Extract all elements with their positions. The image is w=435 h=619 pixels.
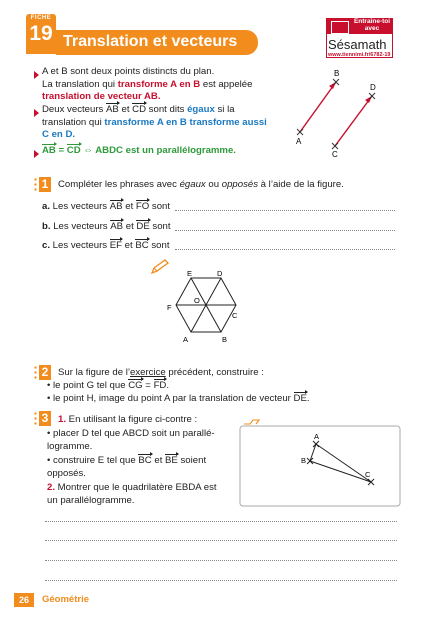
- course-highlight: transforme A en B transforme aussi: [104, 116, 267, 128]
- instr-italic: opposés: [221, 179, 259, 190]
- item-text: sont: [149, 221, 171, 232]
- instr-part: Compléter les phrases avec: [58, 179, 180, 190]
- sesamath-logo: Sésamath: [328, 37, 387, 52]
- item-text: et: [122, 201, 136, 212]
- bullet-icon: [34, 71, 39, 79]
- course-text-part: translation qui: [42, 116, 105, 128]
- course-text: A et B sont deux points distincts du plan.: [42, 66, 215, 77]
- text-part: Sur la figure de l’: [58, 367, 130, 378]
- answer-line[interactable]: [175, 210, 395, 211]
- exercise-dots: [34, 411, 37, 426]
- text-part: précédent, construire :: [165, 367, 264, 378]
- text-part: .: [166, 380, 170, 391]
- answer-line[interactable]: [175, 249, 395, 250]
- point-label: C: [365, 470, 371, 479]
- vector: DE: [136, 221, 150, 232]
- vector: BC: [138, 455, 152, 466]
- instr-part: à l’aide de la figure.: [258, 179, 344, 190]
- point-label: D: [217, 269, 223, 278]
- point-label: O: [194, 296, 200, 305]
- course-text: [42, 117, 282, 130]
- point-label: B: [301, 456, 307, 465]
- exercise-3-line-6: [47, 482, 217, 495]
- page-number: 26: [14, 593, 34, 607]
- vector: BE: [165, 455, 178, 466]
- course-text: [42, 79, 272, 92]
- point-label: A: [296, 137, 302, 146]
- exercise-3-line-7: un parallélogramme.: [47, 495, 135, 506]
- section-label: Géométrie: [42, 594, 89, 605]
- text-part: En utilisant la figure ci-contre :: [66, 414, 198, 425]
- course-block-2: [42, 104, 282, 142]
- course-block-3: [42, 145, 282, 158]
- instr-part: ou: [205, 179, 222, 190]
- triangle-lines: [310, 444, 371, 482]
- answer-line[interactable]: [45, 580, 397, 581]
- vector: FD: [153, 380, 167, 391]
- text-part: .: [306, 393, 310, 404]
- exercise-2-line-1: [58, 367, 264, 380]
- text-underlined: exercice: [130, 367, 166, 378]
- exercise-1-number: 1: [39, 177, 51, 192]
- instr-italic: égaux: [179, 179, 206, 190]
- exercise-1b: [42, 221, 171, 234]
- vector-cd: CD: [66, 145, 81, 156]
- bullet-icon: [34, 150, 39, 158]
- page-title: Translation et vecteurs: [63, 33, 238, 50]
- vector-ab: AB: [42, 145, 56, 156]
- exercise-dots: [34, 365, 37, 380]
- point-label: D: [370, 83, 376, 92]
- vector: FO: [135, 201, 150, 212]
- item-text: sont: [149, 201, 171, 212]
- answer-line[interactable]: [45, 560, 397, 561]
- figure-frame: [240, 426, 400, 506]
- item-text: et: [123, 221, 137, 232]
- course-text-part: est appelée: [200, 78, 253, 90]
- course-highlight: transforme A en B: [117, 78, 201, 90]
- course-highlight: C en D.: [42, 129, 76, 140]
- exercise-3-line-1: [58, 414, 197, 427]
- course-text-part: et: [118, 104, 133, 115]
- text-part: =: [142, 380, 154, 391]
- translation-figure: [280, 62, 400, 162]
- vector-ab-arrow: [300, 82, 336, 132]
- exercise-2-number: 2: [39, 365, 51, 380]
- point-label: C: [332, 150, 338, 159]
- monitor-icon: [331, 21, 349, 34]
- course-text-part: si la: [214, 104, 235, 115]
- vector-cd: CD: [132, 104, 147, 115]
- vector: BC: [135, 240, 149, 251]
- text-part: • le point G tel que: [47, 380, 129, 391]
- vector: CG: [128, 380, 143, 391]
- point-label: E: [187, 269, 193, 278]
- point-label: F: [167, 303, 172, 312]
- pencil-icon: [244, 420, 259, 424]
- answer-line[interactable]: [45, 521, 397, 522]
- vector: DE: [293, 393, 307, 404]
- item-text: Les vecteurs: [50, 221, 111, 232]
- exercise-dots: [34, 177, 37, 192]
- course-text-part: Deux vecteurs: [42, 104, 106, 115]
- course-text-part: sont dits: [146, 104, 188, 115]
- text-part: • construire E tel que: [47, 455, 139, 466]
- exercise-2-line-3: [47, 393, 310, 406]
- vector: AB: [109, 201, 123, 212]
- point-label: C: [232, 311, 238, 320]
- sesamath-link[interactable]: www.tiennimi.fr/6782-19: [328, 52, 391, 58]
- item-letter: a.: [42, 201, 51, 212]
- part-number: 1.: [58, 414, 67, 425]
- item-text: Les vecteurs: [50, 201, 110, 212]
- course-text-part: =: [55, 145, 67, 156]
- point-label: A: [314, 432, 320, 441]
- vector-ab: AB: [106, 104, 119, 115]
- course-highlight: translation de vecteur AB.: [42, 91, 161, 102]
- vector: AB: [110, 221, 124, 232]
- exercise-1c: [42, 240, 170, 253]
- answer-line[interactable]: [175, 230, 395, 231]
- course-text-part: ⇔ ABDC est un parallélogramme.: [80, 145, 236, 156]
- exercise-2-line-2: [47, 380, 169, 393]
- text-part: et: [151, 455, 166, 466]
- course-text-part: La translation qui: [42, 78, 118, 90]
- vector-cd-arrow: [335, 96, 372, 146]
- course-highlight: égaux: [187, 104, 215, 115]
- point-marks: [297, 79, 375, 149]
- exercise-3-number: 3: [39, 411, 51, 426]
- item-letter: c.: [42, 240, 51, 251]
- exercise-3-line-4: [47, 455, 206, 468]
- item-text: Les vecteurs: [50, 240, 110, 251]
- exercise-3-line-3: logramme.: [47, 441, 93, 452]
- sesamath-entraine: Entraîne-toi avec: [353, 18, 391, 32]
- course-block-1: [42, 66, 272, 104]
- exercise-3-line-2: • placer D tel que ABCD soit un parallé-: [47, 428, 215, 439]
- course-text: [42, 104, 282, 117]
- item-text: sont: [148, 240, 170, 251]
- answer-line[interactable]: [45, 540, 397, 541]
- point-label: B: [334, 69, 340, 78]
- hexagon-lines: [176, 278, 236, 332]
- fiche-label: FICHE: [30, 15, 52, 21]
- fiche-number: 19: [29, 22, 53, 45]
- text-part: soient: [177, 455, 207, 466]
- item-letter: b.: [42, 221, 51, 232]
- hexagon-figure: [165, 268, 245, 348]
- text-part: • le point H, image du point A par la translation de vecteur: [47, 393, 294, 404]
- item-text: et: [122, 240, 136, 251]
- text-part: Montrer que le quadrilatère EBDA est: [55, 482, 217, 493]
- point-label: B: [222, 335, 228, 344]
- point-label: A: [183, 335, 189, 344]
- bullet-icon: [34, 109, 39, 117]
- exercise-1a: [42, 201, 170, 214]
- vector: EF: [109, 240, 123, 251]
- part-number: 2.: [47, 482, 56, 493]
- exercise-1-instruction: [58, 179, 344, 192]
- triangle-figure: [230, 418, 406, 510]
- exercise-3-line-5: opposés.: [47, 468, 86, 479]
